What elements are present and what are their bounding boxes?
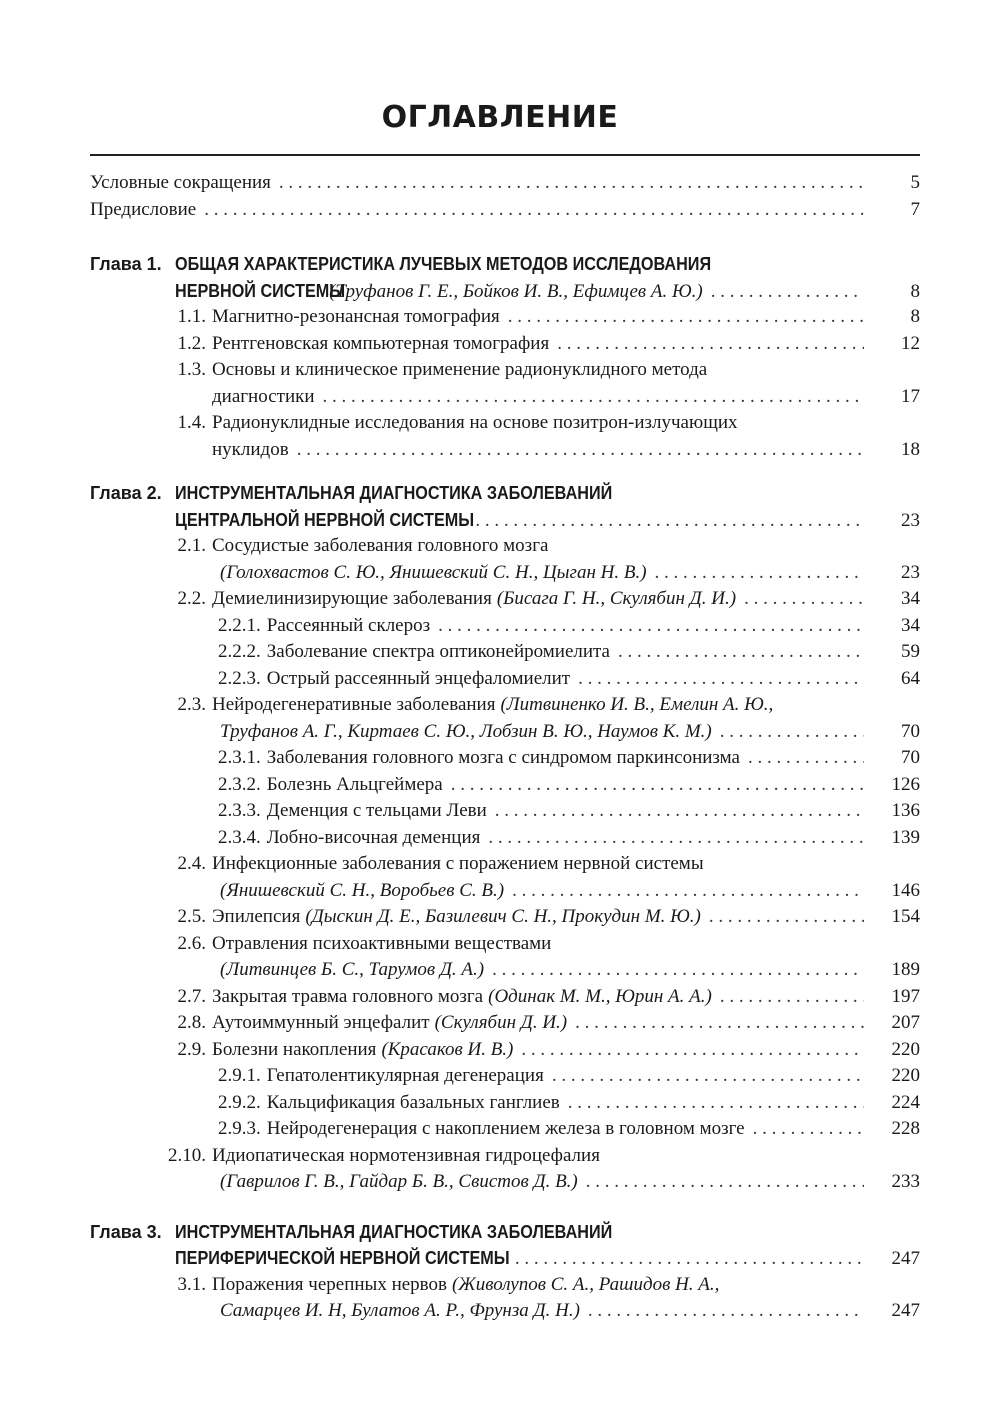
page-number: 220	[891, 1065, 920, 1086]
page-number: 126	[891, 773, 920, 795]
entry-number: 1.3.	[177, 359, 206, 380]
entry-authors: (Литвинцев Б. С., Тарумов Д. А.)	[220, 959, 485, 980]
toc-entry	[90, 480, 920, 507]
page-number: 17	[901, 385, 920, 407]
toc-entry[interactable]	[90, 1245, 920, 1272]
toc-entry[interactable]	[90, 1169, 920, 1196]
toc-entry[interactable]	[90, 1116, 920, 1143]
page-number: 7	[910, 198, 920, 220]
dot-leader	[521, 1037, 864, 1064]
toc-entry[interactable]	[90, 825, 920, 852]
toc-entry[interactable]	[90, 304, 920, 331]
toc-entry	[90, 851, 920, 878]
entry-title: ИНСТРУМЕНТАЛЬНАЯ ДИАГНОСТИКА ЗАБОЛЕВАНИЙ	[175, 483, 613, 503]
dot-leader	[451, 772, 864, 799]
entry-title: ОБЩАЯ ХАРАКТЕРИСТИКА ЛУЧЕВЫХ МЕТОДОВ ИССЛЕДОВАНИЯ	[175, 254, 712, 274]
entry-title: Заболевание спектра оптиконейромиелита	[266, 641, 610, 662]
page-number: 154	[891, 906, 920, 927]
dot-leader	[720, 719, 864, 746]
dot-leader	[488, 825, 864, 852]
page-number: 224	[891, 1091, 920, 1113]
page-number: 64	[901, 667, 920, 689]
dot-leader	[323, 384, 864, 411]
dot-leader	[515, 1246, 864, 1273]
entry-number: 2.3.1.	[218, 747, 261, 768]
page-number: 34	[901, 614, 920, 636]
page-number: 12	[901, 332, 920, 354]
toc-entry[interactable]	[90, 197, 920, 224]
entry-authors: (Дыскин Д. Е., Базилевич С. Н., Прокудин М. Ю.)	[305, 906, 701, 927]
entry-title: Закрытая травма головного мозга	[212, 985, 484, 1007]
dot-leader	[512, 878, 864, 905]
toc-entry[interactable]	[90, 1298, 920, 1325]
page-number: 233	[891, 1171, 920, 1192]
entry-authors: (Литвиненко И. В., Емелин А. Ю.,	[500, 694, 774, 715]
entry-authors: (Скулябин Д. И.)	[434, 1012, 568, 1033]
page-number: 70	[901, 747, 920, 768]
entry-title: НЕРВНОЙ СИСТЕМЫ	[175, 280, 346, 301]
toc-entry[interactable]	[90, 639, 920, 666]
entry-number: 2.3.	[177, 694, 206, 715]
entry-title: Болезнь Альцгеймера	[266, 773, 443, 795]
page-number: 207	[891, 1012, 920, 1033]
entry-title: Эпилепсия	[212, 906, 301, 927]
entry-title: Демиелинизирующие заболевания	[212, 588, 492, 609]
entry-title: Нейродегенерация с накоплением железа в головном мозге	[266, 1118, 745, 1139]
entry-number: Глава 1.	[90, 254, 162, 274]
entry-title: Лобно-височная деменция	[266, 826, 481, 848]
dot-leader	[495, 798, 864, 825]
entry-title: Радионуклидные исследования на основе позитрон-излучающих	[212, 412, 738, 433]
dot-leader	[711, 279, 864, 306]
entry-number: 2.10.	[168, 1144, 206, 1166]
toc-entry[interactable]	[90, 666, 920, 693]
page-number: 18	[901, 438, 920, 460]
entry-number: 2.3.3.	[218, 800, 261, 821]
toc-entry[interactable]	[90, 878, 920, 905]
entry-authors: Самарцев И. Н, Булатов А. Р., Фрунза Д. Н.)	[220, 1300, 580, 1321]
entry-number: 2.7.	[177, 985, 206, 1007]
dot-leader	[475, 508, 864, 535]
dot-leader	[552, 1063, 864, 1090]
page-number: 247	[891, 1300, 920, 1321]
page-title: ОГЛАВЛЕНИЕ	[381, 100, 619, 135]
page-number: 247	[891, 1248, 920, 1269]
entry-title: ИНСТРУМЕНТАЛЬНАЯ ДИАГНОСТИКА ЗАБОЛЕВАНИЙ	[175, 1221, 613, 1242]
entry-authors: (Гаврилов Г. В., Гайдар Б. В., Свистов Д. В.)	[220, 1171, 578, 1192]
dot-leader	[588, 1298, 864, 1325]
entry-title: Гепатолентикулярная дегенерация	[266, 1065, 544, 1086]
entry-number: 2.2.1.	[218, 614, 261, 636]
entry-number: 1.1.	[177, 306, 206, 327]
entry-number: 2.5.	[177, 906, 206, 927]
dot-leader	[748, 745, 864, 772]
entry-number: 2.2.3.	[218, 667, 261, 689]
page-number: 146	[891, 879, 920, 901]
toc-entry	[90, 1272, 920, 1299]
entry-authors: (Труфанов Г. Е., Бойков И. В., Ефимцев А. Ю.)	[329, 280, 703, 302]
dot-leader	[297, 437, 864, 464]
toc-entry	[90, 533, 920, 560]
toc-entry[interactable]	[90, 1090, 920, 1117]
toc-entry[interactable]	[90, 957, 920, 984]
entry-title: Предисловие	[90, 198, 197, 220]
entry-title: ПЕРИФЕРИЧЕСКОЙ НЕРВНОЙ СИСТЕМЫ	[175, 1248, 510, 1268]
entry-number: 1.2.	[177, 332, 206, 354]
title-divider	[90, 154, 920, 156]
page-number: 59	[901, 641, 920, 662]
entry-title: Поражения черепных нервов	[212, 1273, 447, 1295]
entry-number: 2.3.2.	[218, 773, 261, 795]
toc-entry[interactable]	[90, 719, 920, 746]
entry-title: Основы и клиническое применение радионуклидного метода	[212, 359, 708, 380]
entry-number: 2.2.2.	[218, 641, 261, 662]
toc-entry[interactable]	[90, 745, 920, 772]
toc-entry[interactable]	[90, 798, 920, 825]
toc-entry	[90, 357, 920, 384]
entry-title: Рассеянный склероз	[266, 614, 431, 636]
entry-title: Нейродегенеративные заболевания	[212, 694, 496, 715]
dot-leader	[618, 639, 864, 666]
page-number: 34	[901, 588, 920, 609]
dot-leader	[586, 1169, 864, 1196]
entry-title: Кальцификация базальных ганглиев	[266, 1091, 560, 1113]
entry-number: 2.8.	[177, 1012, 206, 1033]
entry-title: диагностики	[212, 385, 315, 407]
toc-entry	[90, 1143, 920, 1170]
page-number: 197	[891, 985, 920, 1007]
entry-number: 2.1.	[177, 535, 206, 556]
entry-title: Сосудистые заболевания головного мозга	[212, 535, 549, 556]
page-number: 228	[891, 1118, 920, 1139]
toc-entry[interactable]	[90, 1063, 920, 1090]
entry-number: 2.9.3.	[218, 1118, 261, 1139]
entry-title: Отравления психоактивными веществами	[212, 932, 552, 954]
page-number: 220	[891, 1038, 920, 1060]
entry-number: Глава 2.	[90, 483, 162, 503]
dot-leader	[508, 304, 864, 331]
dot-leader	[279, 170, 864, 197]
entry-authors: (Живолупов С. А., Рашидов Н. А.,	[451, 1273, 720, 1295]
dot-leader	[753, 1116, 864, 1143]
table-of-contents	[90, 170, 920, 1325]
toc-entry[interactable]	[90, 384, 920, 411]
dot-leader	[575, 1010, 864, 1037]
entry-title: Заболевания головного мозга с синдромом паркинсонизма	[266, 747, 740, 768]
entry-authors: (Янишевский С. Н., Воробьев С. В.)	[220, 879, 505, 901]
entry-number: 2.9.	[177, 1038, 206, 1060]
toc-entry	[90, 410, 920, 437]
entry-title: нуклидов	[212, 438, 289, 460]
toc-entry	[90, 1219, 920, 1246]
entry-number: 2.4.	[177, 853, 206, 874]
toc-entry[interactable]	[90, 560, 920, 587]
entry-title: Условные сокращения	[90, 172, 271, 193]
toc-entry[interactable]	[90, 772, 920, 799]
toc-entry	[90, 692, 920, 719]
entry-title: Острый рассеянный энцефаломиелит	[266, 667, 571, 689]
entry-number: Глава 3.	[90, 1221, 162, 1242]
page-number: 136	[891, 800, 920, 821]
toc-entry[interactable]	[90, 586, 920, 613]
toc-entry[interactable]	[90, 278, 920, 305]
entry-number: 1.4.	[177, 412, 206, 433]
entry-title: Аутоиммунный энцефалит	[212, 1012, 430, 1033]
page-number: 23	[901, 509, 920, 531]
dot-leader	[655, 560, 864, 587]
page-number: 23	[901, 561, 920, 583]
toc-entry[interactable]	[90, 1010, 920, 1037]
page-number: 70	[901, 720, 920, 742]
page-number: 5	[910, 172, 920, 193]
dot-leader	[578, 666, 864, 693]
entry-number: 2.9.2.	[218, 1091, 261, 1113]
entry-authors: (Бисага Г. Н., Скулябин Д. И.)	[496, 588, 737, 609]
dot-leader	[709, 904, 864, 931]
entry-number: 2.9.1.	[218, 1065, 261, 1086]
toc-entry	[90, 251, 920, 278]
dot-leader	[720, 984, 864, 1011]
entry-number: 2.2.	[177, 588, 206, 609]
entry-authors: (Красаков И. В.)	[381, 1038, 514, 1060]
entry-number: 3.1.	[177, 1273, 206, 1295]
dot-leader	[492, 957, 864, 984]
toc-entry[interactable]	[90, 170, 920, 197]
page-number: 189	[891, 959, 920, 980]
toc-entry[interactable]	[90, 507, 920, 534]
entry-authors: (Одинак М. М., Юрин А. А.)	[488, 985, 712, 1007]
entry-title: ЦЕНТРАЛЬНОЙ НЕРВНОЙ СИСТЕМЫ	[175, 509, 475, 530]
toc-entry[interactable]	[90, 437, 920, 464]
dot-leader	[568, 1090, 864, 1117]
page-number: 8	[910, 306, 920, 327]
entry-number: 2.6.	[177, 932, 206, 954]
page-number: 8	[910, 280, 920, 302]
entry-authors: (Голохвастов С. Ю., Янишевский С. Н., Цыган Н. В.)	[220, 561, 647, 583]
entry-title: Магнитно-резонансная томография	[212, 306, 500, 327]
dot-leader	[204, 197, 864, 224]
dot-leader	[744, 586, 864, 613]
entry-title: Болезни накопления	[212, 1038, 377, 1060]
toc-entry[interactable]	[90, 904, 920, 931]
toc-entry[interactable]	[90, 613, 920, 640]
entry-title: Деменция с тельцами Леви	[266, 800, 487, 821]
toc-entry[interactable]	[90, 1037, 920, 1064]
dot-leader	[438, 613, 864, 640]
dot-leader	[557, 331, 864, 358]
entry-title: Рентгеновская компьютерная томография	[212, 332, 550, 354]
toc-entry[interactable]	[90, 984, 920, 1011]
entry-number: 2.3.4.	[218, 826, 261, 848]
entry-title: Идиопатическая нормотензивная гидроцефалия	[212, 1144, 600, 1166]
entry-authors: Труфанов А. Г., Киртаев С. Ю., Лобзин В. Ю., Наумов К. М.)	[220, 720, 712, 742]
entry-title: Инфекционные заболевания с поражением нервной системы	[212, 853, 704, 874]
toc-entry	[90, 931, 920, 958]
toc-entry[interactable]	[90, 331, 920, 358]
page-number: 139	[891, 826, 920, 848]
